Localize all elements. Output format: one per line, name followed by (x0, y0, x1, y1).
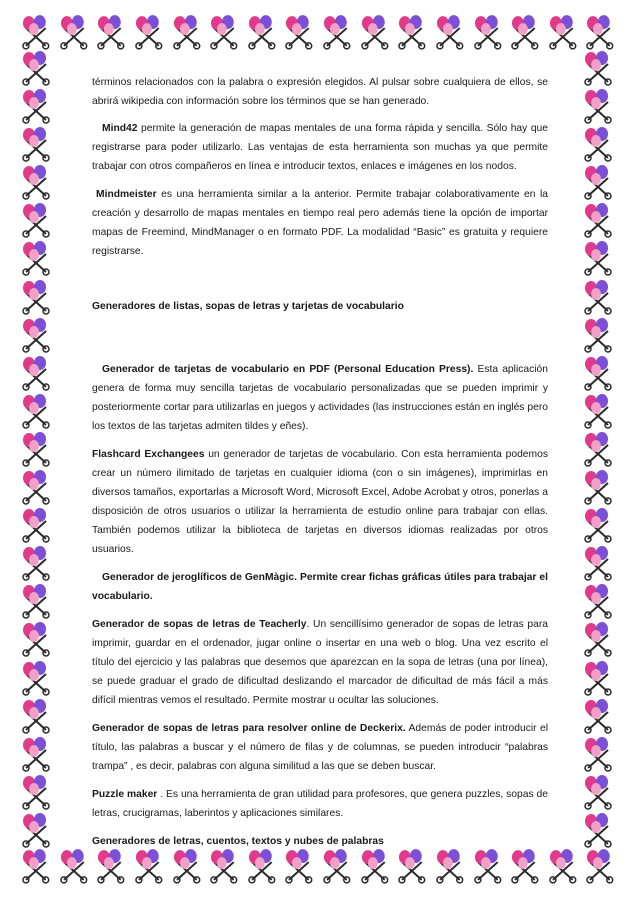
balloons-scissors-icon (18, 469, 56, 507)
balloons-scissors-icon (18, 164, 56, 202)
balloons-scissors-icon (394, 848, 432, 886)
balloons-scissors-icon (507, 14, 545, 52)
document-body (92, 73, 548, 851)
balloons-scissors-icon (432, 848, 470, 886)
balloons-scissors-icon (18, 583, 56, 621)
balloons-scissors-icon (18, 355, 56, 393)
page-border-right (580, 50, 620, 850)
balloons-scissors-icon (18, 317, 56, 355)
balloons-scissors-icon (580, 698, 618, 736)
balloons-scissors-icon (131, 14, 169, 52)
paragraph-deckerix: Generador de sopas de letras para resolver online de Deckerix. Además de poder introducir el título, las palabras a buscar y el número de filas y de columnas, se pueden introducir “palabras trampa” , es decir, palabras con alguna similitud a las que se deben buscar. (92, 723, 548, 772)
balloons-scissors-icon (580, 88, 618, 126)
balloons-scissors-icon (18, 698, 56, 736)
balloons-scissors-icon (580, 355, 618, 393)
balloons-scissors-icon (18, 812, 56, 850)
balloons-scissors-icon (18, 279, 56, 317)
paragraph-genmagic (92, 568, 548, 606)
balloons-scissors-icon (582, 848, 620, 886)
balloons-scissors-icon (18, 848, 56, 886)
balloons-scissors-icon (18, 736, 56, 774)
balloons-scissors-icon (580, 240, 618, 278)
balloons-scissors-icon (357, 14, 395, 52)
balloons-scissors-icon (580, 545, 618, 583)
balloons-scissors-icon (580, 279, 618, 317)
paragraph-mindmeister: Mindmeister es una herramienta similar a la anterior. Permite trabajar colaborativamente en la creación y desarrollo de mapas mentales en tiempo real pero además tiene la opción de importar mapas de Freemind, MindManager o en formato PDF. La modalidad “Basic” es gratuita y requiere registrarse. (92, 189, 548, 257)
balloons-scissors-icon (580, 507, 618, 545)
balloons-scissors-icon (18, 88, 56, 126)
balloons-scissors-icon (169, 14, 207, 52)
balloons-scissors-icon (18, 774, 56, 812)
genmagic-link[interactable]: Generador de jeroglíficos de GenMàgic. Permite crear fichas gráficas útiles para trabajar el vocabulario. (92, 572, 548, 602)
page-border-left (18, 50, 58, 850)
page-border-bottom (18, 848, 620, 888)
mindmeister-link[interactable]: Mindmeister (96, 189, 157, 200)
balloons-scissors-icon (507, 848, 545, 886)
balloons-scissors-icon (580, 393, 618, 431)
balloons-scissors-icon (545, 848, 583, 886)
balloons-scissors-icon (131, 848, 169, 886)
page-border-top (18, 14, 620, 54)
balloons-scissors-icon (56, 848, 94, 886)
balloons-scissors-icon (580, 812, 618, 850)
paragraph-puzzle-maker: Puzzle maker . Es una herramienta de gran utilidad para profesores, que genera puzzles, sopas de letras, crucigramas, laberintos y aplicaciones similares. (92, 789, 548, 819)
deckerix-link[interactable]: Generador de sopas de letras para resolver online de Deckerix. (92, 723, 406, 734)
balloons-scissors-icon (470, 848, 508, 886)
balloons-scissors-icon (281, 14, 319, 52)
balloons-scissors-icon (580, 164, 618, 202)
pdf-flashcards-link[interactable]: Generador de tarjetas de vocabulario en PDF (Personal Education Press). (102, 364, 474, 375)
mind42-link[interactable]: Mind42 (102, 123, 138, 134)
balloons-scissors-icon (580, 126, 618, 164)
balloons-scissors-icon (206, 14, 244, 52)
balloons-scissors-icon (580, 736, 618, 774)
balloons-scissors-icon (432, 14, 470, 52)
balloons-scissors-icon (545, 14, 583, 52)
paragraph-pdf-flashcards: Generador de tarjetas de vocabulario en PDF (Personal Education Press). Esta aplicación genera de forma muy sencilla tarjetas de vocabulario personalizadas que se pueden imprimir y posteriormente cortar para utilizarlas en juegos y actividades (las instrucciones están en inglés pero los textos de las tarjetas admiten tildes y eñes). (92, 364, 548, 432)
balloons-scissors-icon (470, 14, 508, 52)
balloons-scissors-icon (580, 774, 618, 812)
balloons-scissors-icon (93, 14, 131, 52)
balloons-scissors-icon (580, 469, 618, 507)
balloons-scissors-icon (169, 848, 207, 886)
teacherly-link[interactable]: Generador de sopas de letras de Teacherly (92, 619, 307, 630)
balloons-scissors-icon (18, 50, 56, 88)
balloons-scissors-icon (394, 14, 432, 52)
balloons-scissors-icon (580, 317, 618, 355)
balloons-scissors-icon (319, 848, 357, 886)
balloons-scissors-icon (93, 848, 131, 886)
balloons-scissors-icon (206, 848, 244, 886)
balloons-scissors-icon (580, 50, 618, 88)
balloons-scissors-icon (18, 126, 56, 164)
balloons-scissors-icon (18, 431, 56, 469)
balloons-scissors-icon (582, 14, 620, 52)
balloons-scissors-icon (18, 202, 56, 240)
balloons-scissors-icon (18, 660, 56, 698)
balloons-scissors-icon (580, 583, 618, 621)
paragraph-teacherly: Generador de sopas de letras de Teacherly. Un sencillísimo generador de sopas de letras para imprimir, guardar en el ordenador, jugar online o insertar en una web o blog. Una vez escrito el título del ejercicio y las palabras que desemos que aparezcan en la sopa de letras (una por línea), se puede graduar el grado de dificultad deslizando el marcador de dificultad de más fácil a más difícil mientras vemos el resultado. Permite mostrar u ocultar las soluciones. (92, 619, 548, 706)
balloons-scissors-icon (18, 545, 56, 583)
puzzle-maker-link[interactable]: Puzzle maker (92, 789, 158, 800)
balloons-scissors-icon (580, 660, 618, 698)
paragraph-mind42: Mind42 permite la generación de mapas mentales de una forma rápida y sencilla. Sólo hay que registrarse para poder utilizarlo. Las ventajas de esta herramienta son muchas ya que permite trabajar con otros compañeros en línea e introducir textos, enlaces e imágenes en los nodos. (92, 123, 548, 172)
balloons-scissors-icon (319, 14, 357, 52)
paragraph-flashcard-exchange: Flashcard Exchangees un generador de tarjetas de vocabulario. Con esta herramienta podemos crear un número ilimitado de tarjetas en cualquier idioma (con o sin imágenes), imprimirlas en diversos tamaños, exportarlas a Microsoft Word, Microsoft Excel, Adobe Acrobat y otros, ponerlas a disposición de otros usuarios o utilizar la herramienta de estudio online para trabajar con ellas. También podemos utilizar la biblioteca de tarjetas en diversos idiomas realizadas por otros usuarios. (92, 449, 548, 555)
balloons-scissors-icon (18, 14, 56, 52)
flashcard-exchange-link[interactable]: Flashcard Exchangees (92, 449, 205, 460)
section-heading-lists: Generadores de listas, sopas de letras y tarjetas de vocabulario (92, 301, 404, 312)
balloons-scissors-icon (580, 621, 618, 659)
balloons-scissors-icon (18, 507, 56, 545)
balloons-scissors-icon (580, 202, 618, 240)
balloons-scissors-icon (18, 240, 56, 278)
balloons-scissors-icon (580, 431, 618, 469)
paragraph-wikipedia: términos relacionados con la palabra o expresión elegidos. Al pulsar sobre cualquiera de ellos, se abrirá wikipedia con información sobre los términos que se han generado. (92, 77, 548, 107)
balloons-scissors-icon (357, 848, 395, 886)
balloons-scissors-icon (244, 14, 282, 52)
section-heading-letters: Generadores de letras, cuentos, textos y nubes de palabras (92, 836, 384, 847)
balloons-scissors-icon (244, 848, 282, 886)
balloons-scissors-icon (18, 393, 56, 431)
balloons-scissors-icon (56, 14, 94, 52)
balloons-scissors-icon (281, 848, 319, 886)
balloons-scissors-icon (18, 621, 56, 659)
